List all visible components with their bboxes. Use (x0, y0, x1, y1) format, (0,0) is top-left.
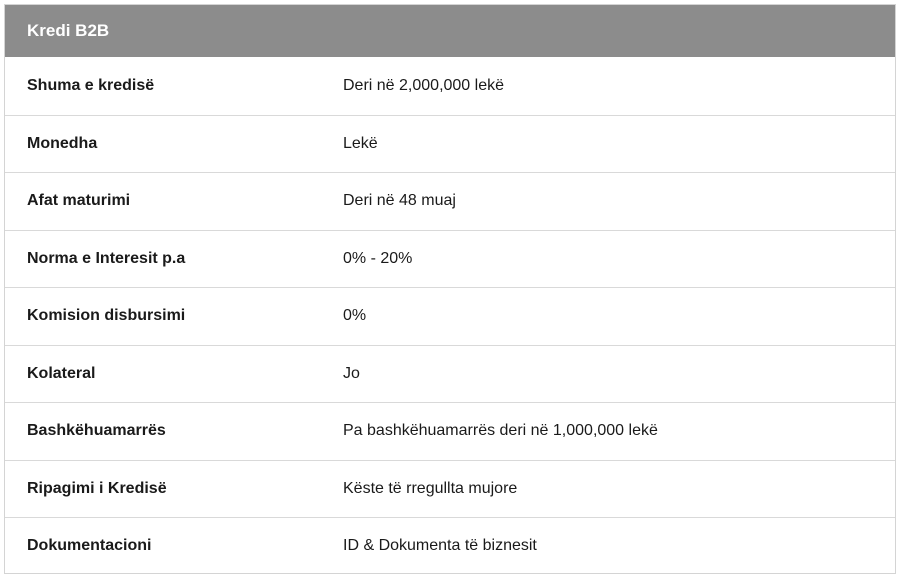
table-row (5, 287, 895, 345)
row-value: Deri në 48 muaj (343, 192, 456, 210)
row-value: ID & Dokumenta të biznesit (343, 537, 537, 555)
table-row (5, 460, 895, 518)
row-value: 0% (343, 307, 367, 325)
row-label: Monedha (27, 134, 98, 152)
table-row (5, 115, 895, 173)
row-label: Ripagimi i Kredisë (27, 479, 167, 497)
table-row (5, 517, 895, 575)
row-value: Jo (343, 364, 360, 382)
row-value: Lekë (343, 134, 378, 152)
row-label: Norma e Interesit p.a (27, 249, 186, 267)
table-row (5, 172, 895, 230)
row-label: Afat maturimi (27, 192, 131, 210)
table-row (5, 230, 895, 288)
loan-details-table (4, 4, 896, 574)
row-value: Pa bashkëhuamarrës deri në 1,000,000 lekë (343, 422, 658, 440)
table-row (5, 345, 895, 403)
table-body (5, 57, 895, 575)
table-row (5, 57, 895, 115)
table-row (5, 402, 895, 460)
row-label: Shuma e kredisë (27, 76, 155, 94)
row-label: Bashkëhuamarrës (27, 422, 166, 440)
row-label: Kolateral (27, 364, 96, 382)
row-label: Dokumentacioni (27, 537, 152, 555)
row-label: Komision disbursimi (27, 307, 186, 325)
table-title: Kredi B2B (5, 5, 895, 57)
row-value: Këste të rregullta mujore (343, 479, 518, 497)
row-value: 0% - 20% (343, 249, 413, 267)
row-value: Deri në 2,000,000 lekë (343, 76, 504, 94)
